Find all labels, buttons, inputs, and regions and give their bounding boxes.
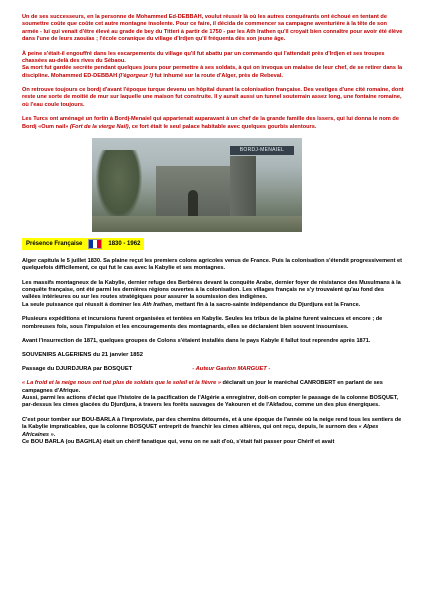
- paragraph-expeditions: Plusieurs expéditions et incursions furent organisées et tentées en Kabylie. Seules les tribus de la plaine furent vaincues et encore ; de nombreuses fois, sous l'impulsion et les encouragements des montagnards, elles se déclaraient bien souvent insoumises.: [22, 316, 383, 330]
- ed-debbah-text: Un de ses successeurs, en la personne de Mohammed Ed-DEBBAH, voulut réussir là où les autres conquérants ont échoué en tentant de soumettre coûte que coûte cet autre montagne insolente. Pour ce faire, il décida de commencer sa campagne aventurière à la tête de son armée - lui qui venait d'être élevé au grade de bey du Titteri à partir de 1750 - par les Ath Irathen qu'il croyait bien connaître pour avoir été élève dans l'une de leurs zaouïas ; l'école coranique du village d'Irdjen qu'il fréquenta dès son jeune âge.: [22, 14, 403, 43]
- passage-byline: [22, 366, 404, 372]
- passage-title: Passage du DJURDJURA par BOSQUET: [22, 366, 133, 373]
- photo-fort-tower: [230, 156, 256, 218]
- photo-tree: [96, 150, 142, 220]
- bordj-menaiel-photo: [92, 138, 302, 232]
- photo-sign: BORDJ-MENAIEL: [230, 146, 294, 155]
- paragraph-bordj: On retrouve toujours ce bordj d'avant l'époque turque devenu un hôpital durant la colonisation française. Des vestiges d'une cité romaine, dont reste une sorte de moitié de mur sur laquelle une maison fut construite. Il y aurait aussi un tunnel souterrain assez long, une fontaine romaine, où l'eau coule toujours.: [22, 87, 404, 108]
- paragraph-insurrection: Avant l'insurrection de 1871, quelques groupes de Colons s'étaient installés dans le pays Kabyle il fallut tout reprendre après 1871.: [22, 337, 371, 344]
- photo-ground: [92, 216, 302, 232]
- section-heading-presence-francaise: [22, 238, 144, 250]
- author-name: - Auteur Gaston MARGUET -: [192, 366, 271, 373]
- paragraph-fortin: Les Turcs ont aménagé un fortin à Bordj-Menaiel qui appartenait auparavant à un chef de la grande famille des Issers, qui lui donna le nom de Bordj «Oum nail» (Fort de la vierge Nail), ce fort était le seul palace habitable avec quelques gourbis alentours.: [22, 116, 399, 130]
- souvenirs-heading: SOUVENIRS ALGERIENS du 21 janvier 1852: [22, 352, 143, 359]
- section-label: Présence Française: [26, 240, 83, 247]
- photo-fort-door: [188, 190, 198, 218]
- document-page: [22, 14, 404, 453]
- paragraph-alger: Alger capitula le 5 juillet 1830. Sa plaine reçut les premiers colons agricoles venus de France. Puis la colonisation s'étendit progressivement et quelquefois difficilement, ce qui fut le cas avec la Kabylie et ses montagnes.: [22, 257, 402, 272]
- section-years: 1830 - 1962: [108, 240, 141, 247]
- paragraph-death: À peine s'était-il engouffré dans les escarpements du village qu'il fut abattu par un commando qui l'attendait près d'Irdjen et ses troupes chassées au-delà des rives du Sébaou. Sa mort fut gardée secrète pendant quelques jours pour permettre à ses soldats, à qui on invoqua un malaise de leur chef, de se retirer dans la discipline. Mohammed ED-DEBBAH (l'égorgeur !) fut inhumé sur la route d'Alger, près de Rebeval.: [22, 50, 403, 79]
- paragraph-ed-debbah: [22, 14, 404, 44]
- paragraph-bou-barla: C'est pour tomber sur BOU-BARLA à l'improviste, par des chemins détournés, et à une époque de l'année où la neige rend tous les sentiers de la Kabylie impraticables, que la colonne BOSQUET entreprit de franchir les cimes altières, qui ont reçu, depuis, le surnom des « Alpes Africaines ». Ce BOU BARLA (ou BAGHLA) était un chérif fanatique qui, venu on ne sait d'où, s'était fait passer pour Chérif et avait: [22, 416, 402, 445]
- paragraph-massifs: Les massifs montagneux de la Kabylie, dernier refuge des Berbères devant la conquête Arabe, dernier foyer de résistance des Musulmans à la conquête française, ont été parmi les dernières régions ouvertes à la colonisation. Les villages français ne s'y trouvaient qu'au fond des vallées intérieures ou sur les routes stratégiques pour assurer la soumission des indigènes. La seule puissance qui réussit à dominer les Ath Irathen, mettant fin à la sacro-sainte indépendance du Djurdjura est la France.: [22, 279, 401, 308]
- french-flag-icon: [88, 239, 102, 249]
- paragraph-canrobert: « La froid et la neige nous ont tué plus de soldats que le soleil et la fièvre » déclarait un jour le maréchal CANROBERT en parlant de ses campagnes d'Afrique. Aussi, parmi les actions d'éclat que l'histoire de la pacification de l'Algérie a enregistrer, doit-on compter le passage de la colonne BOSQUET, par-dessus les cimes glacées du Djurdjura, à travers les forêts sauvages de Yakouren et de l'Akfadou, comme un des plus énergiques.: [22, 380, 399, 409]
